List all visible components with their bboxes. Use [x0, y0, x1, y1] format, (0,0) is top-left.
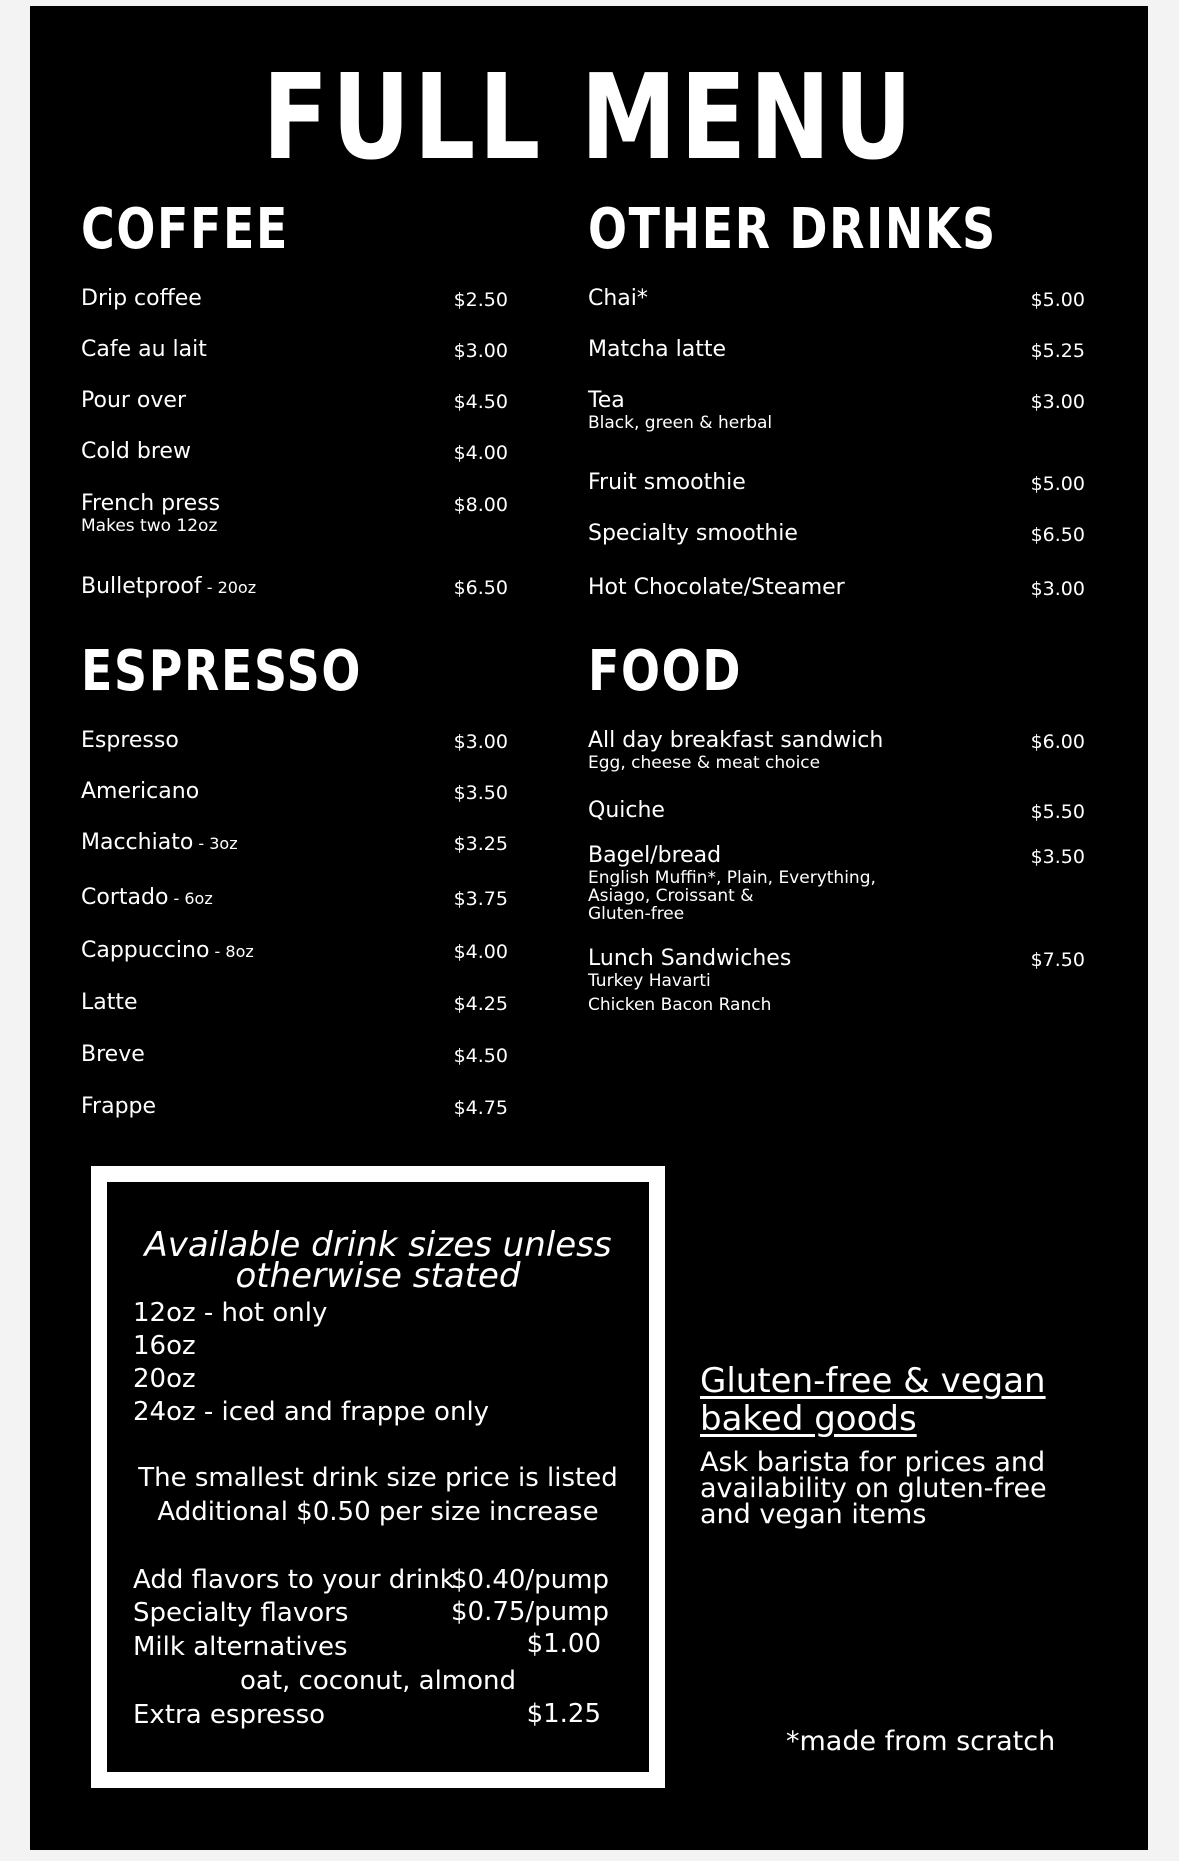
other-drinks-heading: OTHER DRINKS	[588, 197, 997, 262]
item-description: Turkey Havarti	[588, 971, 711, 991]
item-price: $3.50	[453, 782, 508, 804]
item-price: $3.00	[453, 731, 508, 753]
drink-sizes-title: Available drink sizes unless otherwise stated	[144, 1225, 612, 1296]
size-option: 12oz - hot only	[133, 1298, 328, 1328]
item-description: Chicken Bacon Ranch	[588, 995, 772, 1015]
item-price: $3.00	[1030, 391, 1085, 413]
item-price: $5.25	[1030, 340, 1085, 362]
price-note: Additional $0.50 per size increase	[157, 1497, 599, 1527]
item-price: $5.50	[1030, 801, 1085, 823]
item-name: Tea	[588, 388, 625, 413]
espresso-list	[81, 728, 508, 1128]
item-name: Matcha latte	[588, 337, 726, 362]
size-option: 16oz	[133, 1331, 196, 1361]
item-name: Bagel/bread	[588, 843, 722, 868]
item-name: Bulletproof - 20oz	[81, 574, 257, 599]
item-description: Asiago, Croissant &	[588, 886, 754, 906]
size-note: - 8oz	[209, 942, 254, 961]
item-price: $3.00	[1030, 578, 1085, 600]
item-name: Specialty smoothie	[588, 521, 798, 546]
item-price: $7.50	[1030, 949, 1085, 971]
addon-price: $0.75/pump	[450, 1597, 609, 1627]
item-price: $3.25	[453, 833, 508, 855]
size-note: - 6oz	[168, 889, 213, 908]
item-price: $3.50	[1030, 846, 1085, 868]
item-name: All day breakfast sandwich	[588, 728, 884, 753]
milk-options: oat, coconut, almond	[239, 1666, 517, 1696]
item-name: Frappe	[81, 1094, 157, 1119]
menu-title: FULL MENU	[262, 48, 916, 186]
addon-label: Milk alternatives	[133, 1632, 348, 1662]
item-name: Drip coffee	[81, 286, 202, 311]
item-name: Quiche	[588, 798, 665, 823]
item-description: Gluten-free	[588, 904, 685, 924]
item-description: Makes two 12oz	[81, 516, 218, 536]
item-description: English Muffin*, Plain, Everything,	[588, 868, 876, 888]
coffee-list	[81, 286, 508, 606]
item-name: Pour over	[81, 388, 186, 413]
addon-label: Specialty flavors	[133, 1598, 349, 1628]
addon-price: $0.40/pump	[450, 1565, 609, 1595]
menu-board	[30, 6, 1148, 1850]
espresso-heading: ESPRESSO	[81, 639, 363, 704]
other-drinks-list	[588, 286, 1085, 606]
addon-label: Extra espresso	[133, 1700, 326, 1730]
addon-price: $1.00	[526, 1629, 601, 1659]
item-name: Cafe au lait	[81, 337, 207, 362]
item-price: $3.75	[453, 888, 508, 910]
coffee-heading: COFFEE	[81, 197, 290, 262]
item-price: $6.50	[453, 577, 508, 599]
item-description: Egg, cheese & meat choice	[588, 753, 821, 773]
item-price: $6.00	[1030, 731, 1085, 753]
item-price: $8.00	[453, 494, 508, 516]
addon-price: $1.25	[526, 1699, 601, 1729]
drink-sizes-frame	[91, 1166, 665, 1788]
gluten-free-heading: Gluten-free & vegan baked goods	[700, 1361, 1046, 1439]
item-name: Cold brew	[81, 439, 191, 464]
size-option: 24oz - iced and frappe only	[133, 1397, 490, 1427]
item-price: $5.00	[1030, 473, 1085, 495]
size-note: - 20oz	[201, 578, 257, 597]
item-name: Americano	[81, 779, 200, 804]
item-description: Black, green & herbal	[588, 413, 773, 433]
food-list	[588, 728, 1085, 1028]
item-name: Lunch Sandwiches	[588, 946, 792, 971]
item-price: $4.50	[453, 391, 508, 413]
item-price: $4.75	[453, 1097, 508, 1119]
item-name: Fruit smoothie	[588, 470, 746, 495]
item-price: $4.00	[453, 442, 508, 464]
item-price: $4.50	[453, 1045, 508, 1067]
item-price: $5.00	[1030, 289, 1085, 311]
item-name: French press	[81, 491, 221, 516]
item-price: $2.50	[453, 289, 508, 311]
made-from-scratch-footnote: *made from scratch	[786, 1726, 1056, 1757]
gluten-free-description: Ask barista for prices and availability on gluten-free and vegan items	[700, 1447, 1047, 1530]
item-name: Macchiato - 3oz	[81, 830, 238, 855]
addon-label: Add flavors to your drink	[133, 1565, 455, 1595]
item-name: Espresso	[81, 728, 179, 753]
item-name: Breve	[81, 1042, 145, 1067]
price-note: The smallest drink size price is listed	[138, 1463, 618, 1493]
item-name: Chai*	[588, 286, 648, 311]
size-option: 20oz	[133, 1364, 196, 1394]
item-name: Cortado - 6oz	[81, 885, 213, 910]
item-name: Cappuccino - 8oz	[81, 938, 254, 963]
food-heading: FOOD	[588, 639, 743, 704]
item-price: $4.25	[453, 993, 508, 1015]
item-name: Hot Chocolate/Steamer	[588, 575, 845, 600]
item-price: $3.00	[453, 340, 508, 362]
size-note: - 3oz	[193, 834, 238, 853]
item-price: $6.50	[1030, 524, 1085, 546]
drink-sizes-box	[107, 1182, 649, 1772]
item-price: $4.00	[453, 941, 508, 963]
item-name: Latte	[81, 990, 138, 1015]
